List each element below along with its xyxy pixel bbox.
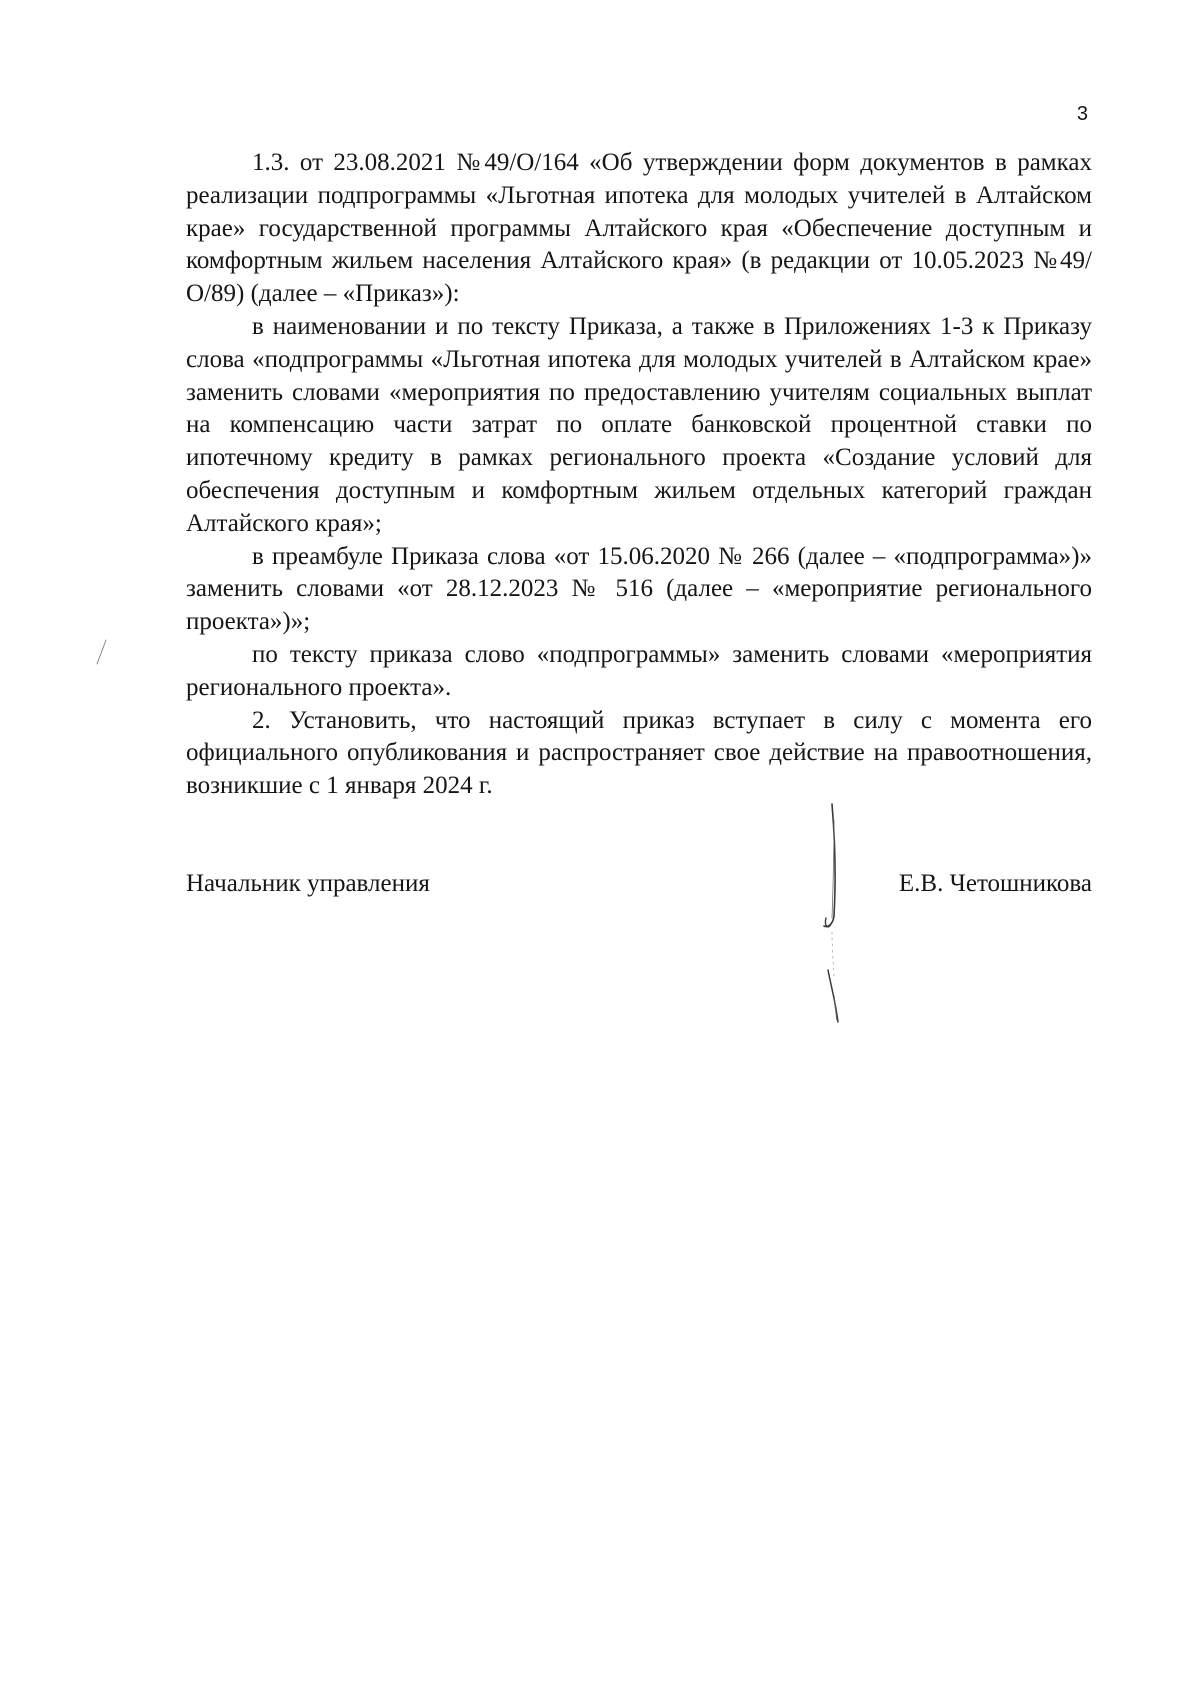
- signatory-name: Е.В. Четошникова: [898, 870, 1092, 897]
- paragraph-text-change: по тексту приказа слово «подпрограммы» заменить словами «мероприятия регионального проекта».: [186, 640, 1092, 701]
- signature-block: [186, 868, 1092, 904]
- paragraph-1-3: 1.3. от 23.08.2021 №49/О/164 «Об утверждении форм документов в рамках реализации подпрограммы «Льготная ипотека для молодых учителей в Алтайском крае» государственной программы Алтайского края «Обеспечение доступным и комфортным жильем населения Алтайского края» (в редакции от 10.05.2023 №49/О/89) (далее – «Приказ»):: [186, 149, 1092, 308]
- page-number: 3: [1076, 103, 1088, 125]
- margin-pen-mark: [94, 638, 110, 666]
- paragraph-preamble-change: в преамбуле Приказа слова «от 15.06.2020 № 266 (далее – «подпрограмма»)» заменить словами «от 28.12.2023 № 516 (далее – «мероприятие регионального проекта»)»;: [186, 542, 1092, 636]
- document-body: [186, 147, 1092, 803]
- paragraph-2-effective-date: 2. Установить, что настоящий приказ вступает в силу с момента его официального опубликования и распространяет свое действие на правоотношения, возникшие с 1 января 2024 г.: [186, 706, 1092, 800]
- paragraph-naming-change: в наименовании и по тексту Приказа, а также в Приложениях 1-3 к Приказу слова «подпрограммы «Льготная ипотека для молодых учителей в Алтайском крае» заменить словами «мероприятия по предоставлению учителям социальных выплат на компенсацию части затрат по оплате банковской процентной ставки по ипотечному кредиту в рамках регионального проекта «Создание условий для обеспечения доступным и комфортным жильем отдельных категорий граждан Алтайского края»;: [186, 312, 1092, 537]
- signatory-position: Начальник управления: [186, 870, 430, 897]
- handwritten-signature: [810, 800, 860, 1026]
